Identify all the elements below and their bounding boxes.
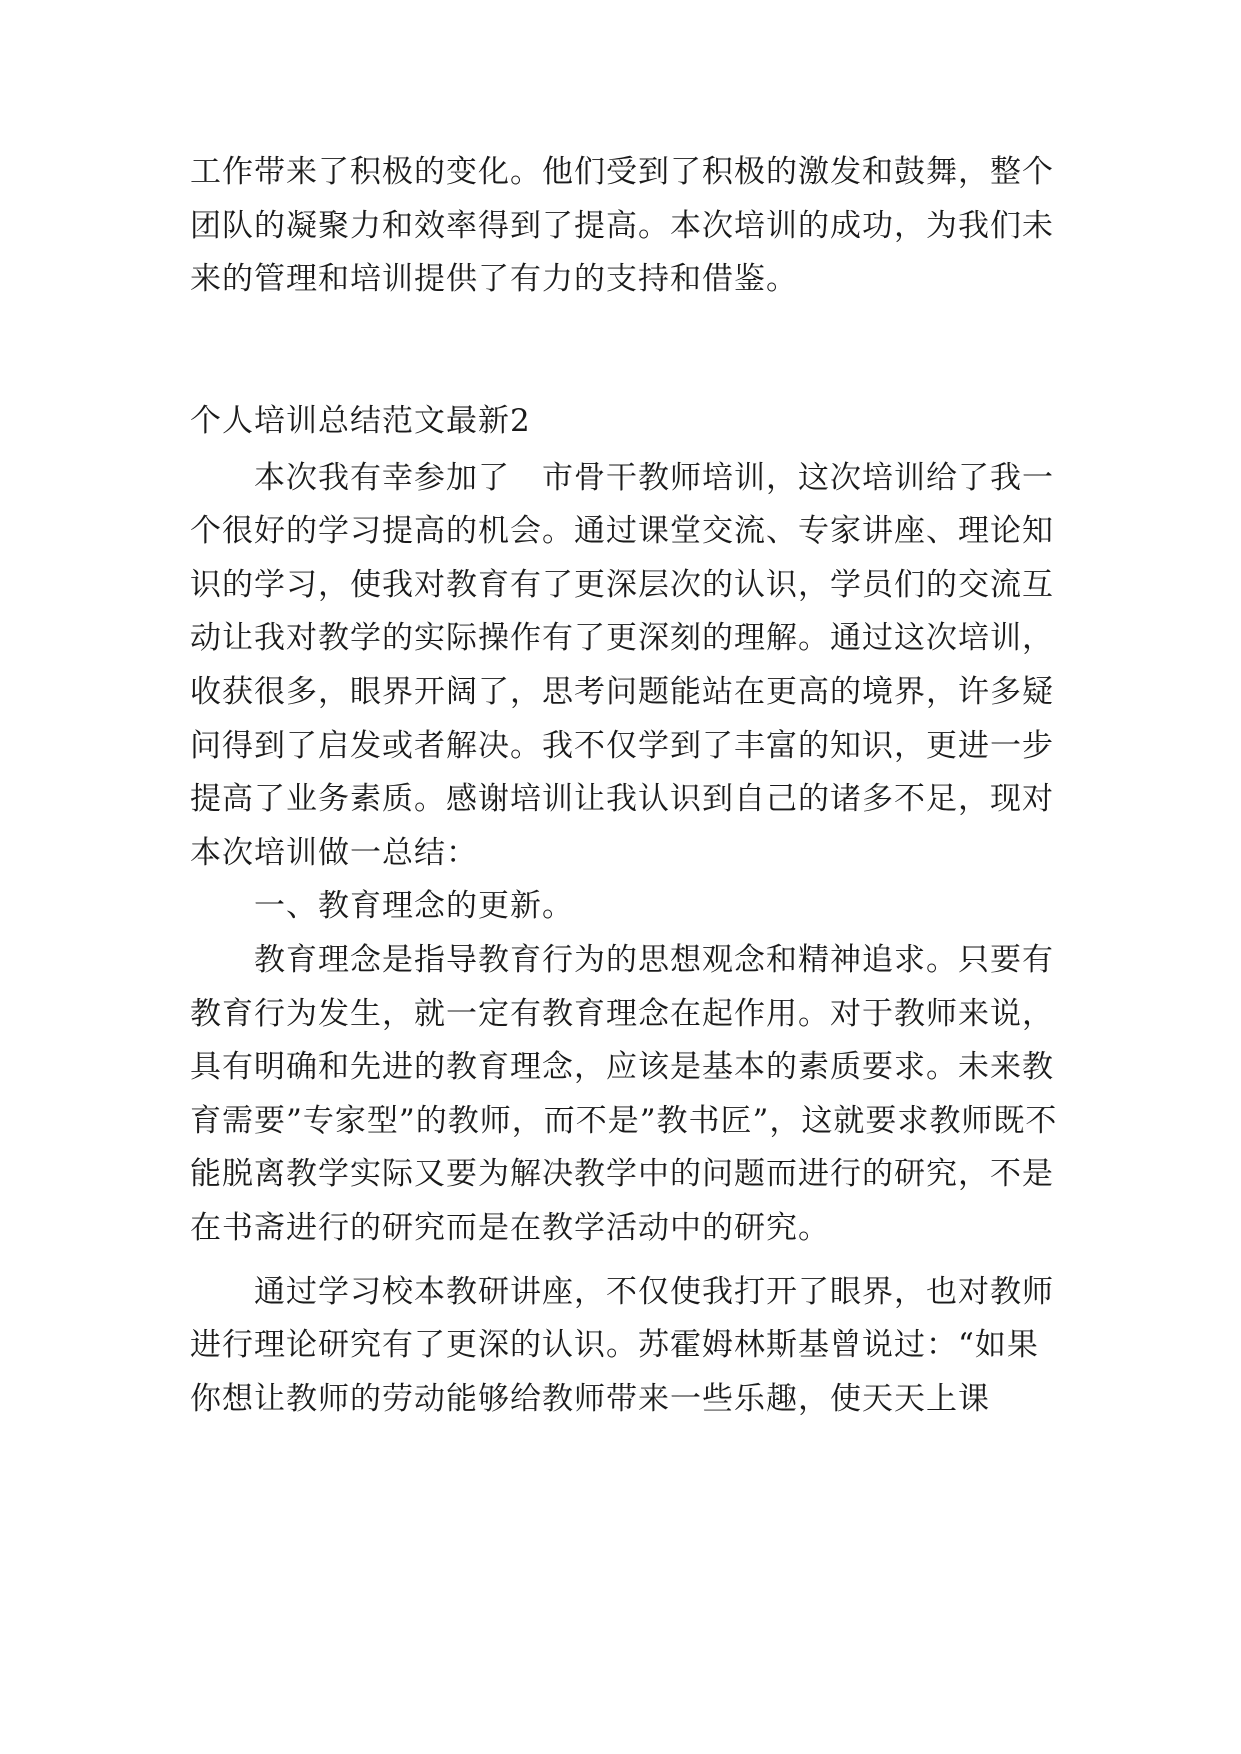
paragraph-education-concept: 教育理念是指导教育行为的思想观念和精神追求。只要有教育行为发生，就一定有教育理念在起作用。对于教师来说，具有明确和先进的教育理念，应该是基本的素质要求。未来教育需要”专家型”的教师，而不是”教书匠”，这就要求教师既不能脱离教学实际又要为解决教学中的问题而进行的研究，不是在书斋进行的研究而是在教学活动中的研究。 [190,941,1058,1246]
continuation-paragraph-block [190,146,1060,307]
paragraph-intro: 本次我有幸参加了 市骨干教师培训，这次培训给了我一个很好的学习提高的机会。通过课堂交流、专家讲座、理论知识的学习，使我对教育有了更深层次的认识，学员们的交流互动让我对教学的实际操作有了更深刻的理解。通过这次培训，收获很多，眼界开阔了，思考问题能站在更高的境界，许多疑问得到了启发或者解决。我不仅学到了丰富的知识，更进一步提高了业务素质。感谢培训让我认识到自己的诸多不足，现对本次培训做一总结： [190,459,1054,871]
paragraph-heading-one: 一、教育理念的更新。 [254,888,574,925]
continuation-paragraph: 工作带来了积极的变化。他们受到了积极的激发和鼓舞，整个团队的凝聚力和效率得到了提高。本次培训的成功，为我们未来的管理和培训提供了有力的支持和借鉴。 [190,154,1054,298]
section-title: 个人培训总结范文最新2 [190,403,531,439]
body-text [190,398,1060,1426]
paragraph-school-research: 通过学习校本教研讲座，不仅使我打开了眼界，也对教师进行理论研究有了更深的认识。苏霍姆林斯基曾说过：“如果你想让教师的劳动能够给教师带来一些乐趣，使天天上课 [190,1273,1054,1417]
